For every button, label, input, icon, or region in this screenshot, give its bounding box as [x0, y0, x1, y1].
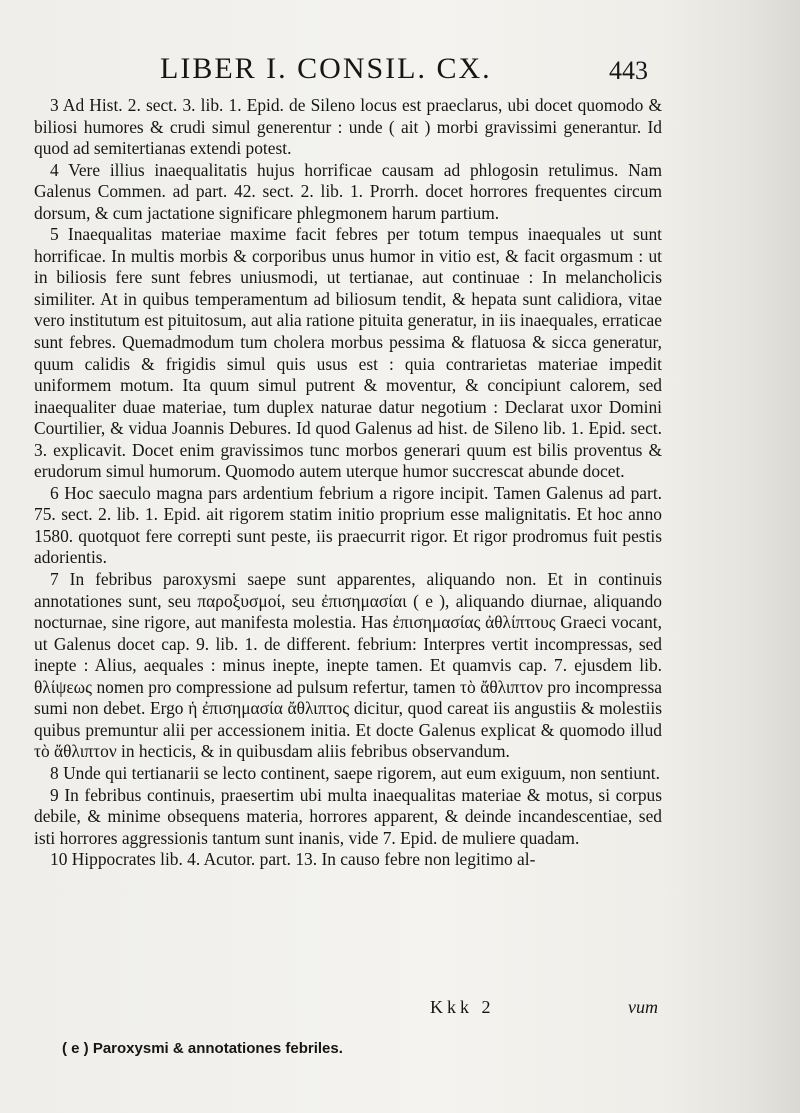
footnote: ( e ) Paroxysmi & annotationes febriles. — [62, 1040, 343, 1057]
paragraph-8 — [34, 763, 662, 785]
page-fold-shadow — [665, 0, 800, 1113]
body-text — [34, 95, 662, 871]
paragraph-text: In febribus continuis, praesertim ubi multa inaequalitas materiae & motus, si corpus debile, & minime obsequens materia, horrores apparent, & deinde incandescentiae, sed isti horrores aggressionis tantum sunt inanis, vide 7. Epid. de muliere quadam. — [34, 784, 662, 848]
paragraph-text: In febribus paroxysmi saepe sunt apparentes, aliquando non. Et in continuis annotationes sunt, seu παροξυσμοί, seu ἐπισημασίαι ( e ), aliquando diurnae, aliquando nocturnae, sine rigore, aut manifesta molestia. Has ἐπισημασίας ἀθλίπτους Graeci vocant, ut Galenus docet cap. 9. lib. 1. de different. febrium: Interpres vertit incompressas, sed inepte : Alius, aequales : minus inepte, inepte tamen. Et quamvis cap. 7. ejusdem lib. θλίψεως nomen pro compressione ad pulsum refertur, tamen τὸ ἄθλιπτον pro incompressa sumi non debet. Ergo ἡ ἐπισημασία ἄθλιπτος dicitur, quod careat iis angustiis & molestiis quibus premuntur alii per accessionem initia. Et docte Galenus explicat & quomodo illud τὸ ἄθλιπτον in hecticis, & in quibusdam aliis febribus observandum. — [34, 569, 662, 762]
paragraph-6 — [34, 483, 662, 569]
page-header — [0, 52, 800, 92]
page-number: 443 — [609, 56, 648, 85]
paragraph-5 — [34, 224, 662, 483]
paragraph-number: 9 — [50, 784, 59, 805]
paragraph-text: Hoc saeculo magna pars ardentium febrium a rigore incipit. Tamen Galenus ad part. 75. sect. 2. lib. 1. Epid. ait rigorem statim initio proprium esse malignitatis. Et hoc anno 1580. quotquot fere correpti sunt peste, iis praecurrit rigor. Et rigor prodromus fuit pestis adorientis. — [34, 482, 662, 568]
paragraph-9 — [34, 785, 662, 850]
running-title: LIBER I. CONSIL. CX. — [160, 52, 492, 85]
paragraph-number: 10 — [50, 849, 68, 870]
paragraph-text: Vere illius inaequalitatis hujus horrificae causam ad phlogosin retulimus. Nam Galenus Commen. ad part. 42. sect. 2. lib. 1. Prorrh. docet horrores frequentes circum dorsum, & cum jactatione significare phlegmonem harum partium. — [34, 159, 662, 223]
paragraph-text: Inaequalitas materiae maxime facit febres per totum tempus inaequales ut sunt horrificae. In multis morbis & corporibus unus humor in vitio est, & facit orgasmum : ut in biliosis fere sunt febres uniusmodi, ut tertianae, aut continuae : In melancholicis similiter. At in quibus temperamentum ad biliosum tendit, & hepata sunt calidiora, vitae vero institutum est pituitosum, aut alia ratione pituita generatur, in iis inaequales, erraticae sunt febres. Quemadmodum tum cholera morbus pessima & flatuosa & sicca generatur, quum calidis & frigidis simul quis usus est : quia contrarietas materiae impedit uniformem motum. Ita quum simul putrent & moventur, & concipiunt calorem, sed inaequaliter duae materiae, tum duplex naturae datur negotium : Declarat uxor Domini Courtilier, & vidua Joannis Debures. Id quod Galenus ad hist. de Sileno lib. 1. Epid. sect. 3. explicavit. Docet enim gravissimos tunc morbos generari quum est bilis proventus & erudorum simul humorum. Quomodo autem uterque humor succrescat abunde docet. — [34, 224, 662, 482]
paragraph-4 — [34, 160, 662, 225]
paragraph-number: 5 — [50, 224, 59, 245]
paragraph-3 — [34, 95, 662, 160]
paragraph-number: 6 — [50, 482, 59, 503]
paragraph-number: 7 — [50, 569, 59, 590]
paragraph-text: Ad Hist. 2. sect. 3. lib. 1. Epid. de Sileno locus est praeclarus, ubi docet quomodo & biliosi humores & crudi simul generentur : unde ( ait ) morbi gravissimi generantur. Id quod ad semitertianas extendi potest. — [34, 95, 662, 159]
paragraph-number: 3 — [50, 95, 59, 115]
signature-line — [430, 997, 658, 1019]
paragraph-text: Hippocrates lib. 4. Acutor. part. 13. In causo febre non legitimo al- — [71, 849, 536, 870]
catchword: vum — [628, 997, 658, 1017]
paragraph-10 — [34, 849, 662, 871]
paragraph-text: Unde qui tertianarii se lecto continent, saepe rigorem, aut eum exiguum, non sentiunt. — [63, 762, 660, 783]
paragraph-number: 4 — [50, 159, 59, 180]
paragraph-number: 8 — [50, 762, 59, 783]
signature-mark: Kkk 2 — [430, 997, 495, 1017]
paragraph-7 — [34, 569, 662, 763]
